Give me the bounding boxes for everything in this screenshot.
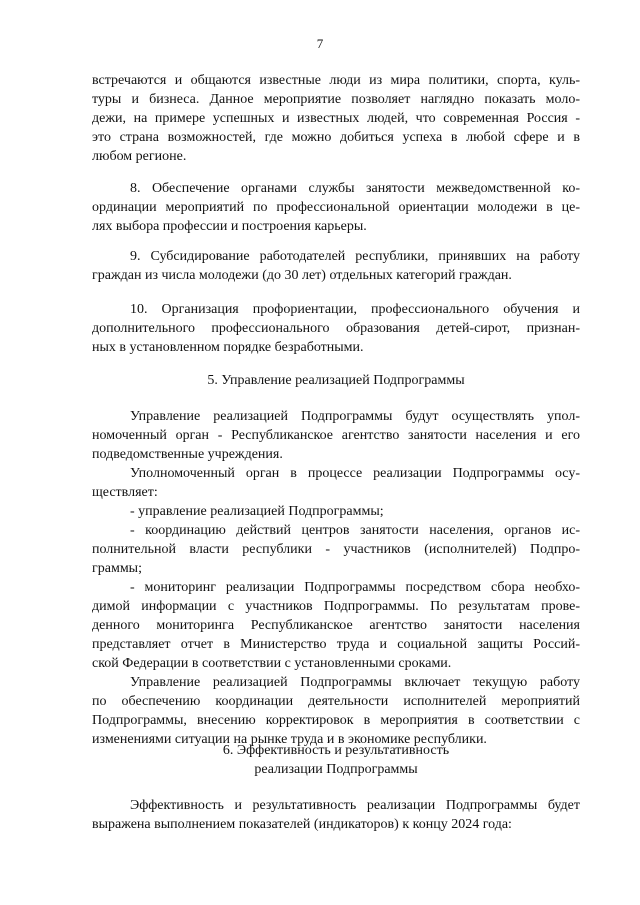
text-line: 8. Обеспечение органами службы занятости межведомственной ко- — [130, 181, 580, 196]
heading-line: 5. Управление реализацией Подпрограммы — [207, 373, 465, 388]
text-line: дополнительного профессионального образования детей-сирот, признан- — [92, 321, 580, 336]
text-line: Управление реализацией Подпрограммы включает текущую работу — [130, 675, 580, 690]
heading-line: 6. Эффективность и результативность — [222, 743, 450, 758]
text-line: изменениями ситуации на рынке труда и в экономике республики. — [92, 732, 487, 747]
heading-line: реализации Подпрограммы — [254, 762, 418, 777]
text-line: Эффективность и результативность реализации Подпрограммы будет — [130, 798, 580, 813]
text-line: Управление реализацией Подпрограммы будут осуществлять упол- — [130, 409, 580, 424]
text-line: ординации мероприятий по профессиональной ориентации молодежи в це- — [92, 200, 580, 215]
text-line: ных в установленном порядке безработными. — [92, 340, 364, 355]
text-line: ществляет: — [92, 485, 158, 500]
text-line: дежи, на примере успешных и известных людей, что современная Россия - — [92, 111, 580, 126]
text-line: это страна возможностей, где можно добиться успеха в любой сфере и в — [92, 130, 580, 145]
item-9-paragraph — [92, 247, 580, 285]
text-line: туры и бизнеса. Данное мероприятие позволяет наглядно показать моло- — [92, 92, 580, 107]
text-line: встречаются и общаются известные люди из мира политики, спорта, куль- — [92, 73, 580, 88]
text-line: любом регионе. — [92, 149, 187, 164]
text-line: денного мониторинга Республиканское агентство занятости населения — [92, 618, 580, 633]
text-line: димой информации с участников Подпрограммы. По результатам прове- — [92, 599, 580, 614]
text-line: полнительной власти республики - участников (исполнителей) Подпро- — [92, 542, 580, 557]
item-8-paragraph — [92, 179, 580, 236]
text-line: представляет отчет в Министерство труда и социальной защиты Россий- — [92, 637, 580, 652]
section-5-body — [92, 407, 580, 749]
text-line: Уполномоченный орган в процессе реализации Подпрограммы осу- — [130, 466, 580, 481]
text-line: 10. Организация профориентации, профессионального обучения и — [130, 302, 580, 317]
text-line: по обеспечению координации деятельности исполнителей мероприятий — [92, 694, 580, 709]
text-line: ской Федерации в соответствии с установленными сроками. — [92, 656, 452, 671]
text-line: Подпрограммы, внесению корректировок в мероприятия в соответствии с — [92, 713, 580, 728]
text-line: - мониторинг реализации Подпрограммы посредством сбора необхо- — [130, 580, 580, 595]
section-6-heading — [92, 741, 580, 779]
text-line: - координацию действий центров занятости населения, органов ис- — [130, 523, 580, 538]
intro-paragraph — [92, 71, 580, 166]
text-line: номоченный орган - Республиканское агентство занятости населения и его — [92, 428, 580, 443]
text-line: 9. Субсидирование работодателей республики, принявших на работу — [130, 249, 580, 264]
text-line: граждан из числа молодежи (до 30 лет) отдельных категорий граждан. — [92, 268, 512, 283]
item-10-paragraph — [92, 300, 580, 357]
section-5-heading — [92, 371, 580, 390]
page-number: 7 — [316, 36, 324, 51]
text-line: - управление реализацией Подпрограммы; — [130, 504, 384, 519]
text-line: подведомственные учреждения. — [92, 447, 283, 462]
text-line: выражена выполнением показателей (индикаторов) к концу 2024 года: — [92, 817, 512, 832]
text-line: лях выбора профессии и построения карьеры. — [92, 219, 367, 234]
section-6-body — [92, 796, 580, 834]
text-line: граммы; — [92, 561, 142, 576]
